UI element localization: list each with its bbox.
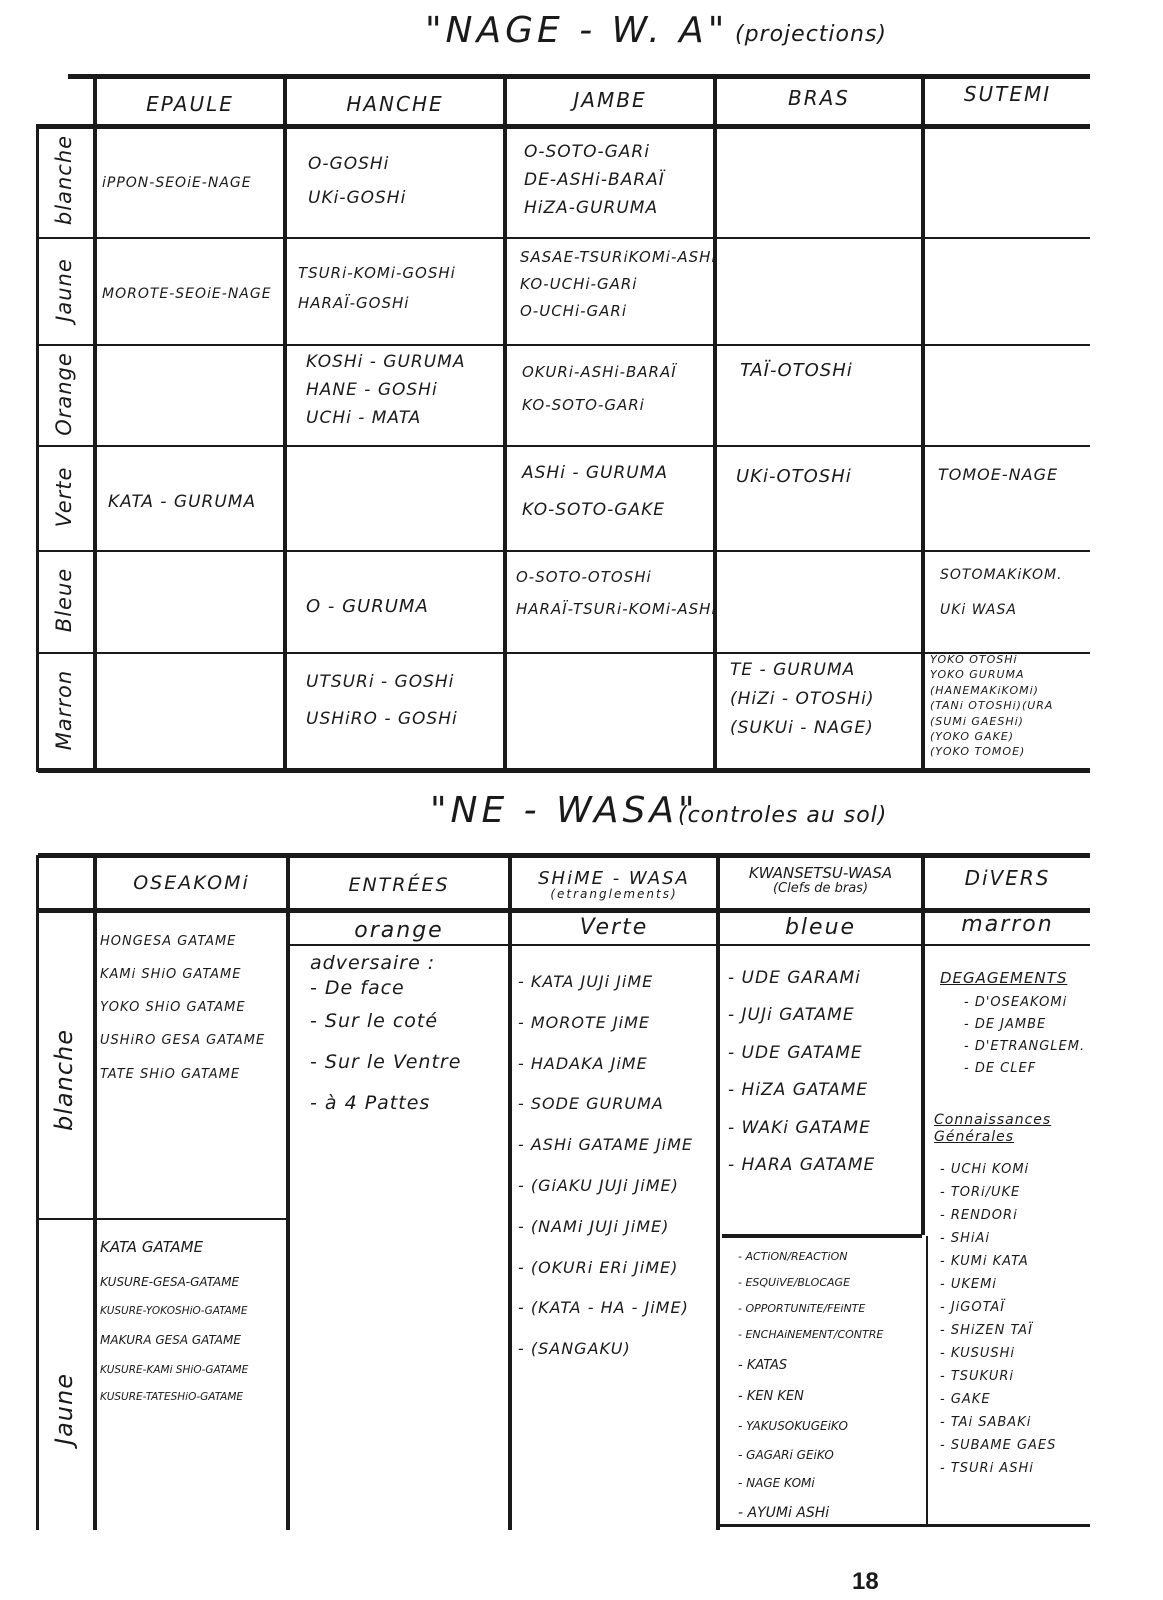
cell-text: SOTOMAKiKOM.	[940, 567, 1063, 583]
list-item: - HARA GATAME	[728, 1154, 876, 1175]
cell-text: KO-UCHi-GARi	[520, 275, 638, 293]
top-table-border	[38, 768, 1090, 773]
row-label-marron: Marron	[52, 669, 76, 751]
bottom-title: "NE - WASA"	[430, 790, 699, 831]
kwansetsu-divider	[722, 1234, 922, 1238]
column-divider	[286, 855, 290, 1530]
cell-text: TOMOE-NAGE	[938, 465, 1059, 484]
header-kwansetsu-sub: (Clefs de bras)	[772, 880, 869, 896]
cell-text: UTSURi - GOSHi	[306, 672, 455, 692]
header-sutemi: SUTEMI	[963, 82, 1052, 106]
list-item: - TSUKURi	[940, 1369, 1014, 1384]
list-item: - à 4 Pattes	[310, 1092, 431, 1115]
list-item: - (KATA - HA - JiME)	[518, 1298, 689, 1318]
list-item: - (NAMi JUJi JiME)	[518, 1216, 670, 1236]
list-item: MAKURA GESA GATAME	[100, 1333, 241, 1348]
column-divider	[921, 76, 925, 772]
header-divers: DiVERS	[964, 866, 1051, 890]
header-shime-sub: (etranglements)	[550, 887, 678, 901]
column-divider	[503, 76, 507, 772]
list-item: - D'OSEAKOMi	[964, 995, 1068, 1010]
list-item: - JiGOTAÏ	[940, 1300, 1006, 1315]
cell-text: iPPON-SEOiE-NAGE	[102, 175, 252, 191]
cell-text: UCHi - MATA	[306, 408, 422, 429]
cell-text: MOROTE-SEOiE-NAGE	[102, 286, 272, 302]
color-verte: Verte	[579, 915, 649, 940]
list-item: - GAGARi GEiKO	[738, 1447, 834, 1462]
entrees-list	[310, 952, 461, 1124]
list-item: - (OKURi ERi JiME)	[518, 1257, 679, 1277]
divers-degagement-list	[964, 992, 1085, 1080]
list-item: - KUMi KATA	[940, 1254, 1029, 1269]
header-kwansetsu-label: KWANSETSU-WASA	[748, 864, 893, 882]
cell-block	[308, 150, 406, 212]
row-label-jaune-bottom: Jaune	[50, 1373, 78, 1445]
cell-block	[520, 244, 717, 325]
color-bleue: bleue	[784, 915, 857, 940]
cell-text: (TANi OTOSHi)(URA	[930, 699, 1054, 713]
cell-text: O - GURUMA	[306, 596, 429, 617]
row-label-blanche: blanche	[52, 134, 76, 226]
list-item: - SHiAi	[940, 1231, 990, 1246]
list-item: - AYUMi ASHi	[738, 1505, 830, 1522]
header-hanche: HANCHE	[346, 92, 444, 116]
row-label-blanche-bottom: blanche	[50, 1029, 78, 1131]
cell-text: DE-ASHi-BARAÏ	[524, 170, 665, 191]
list-item: - HADAKA JiME	[518, 1053, 648, 1073]
list-item: - De face	[310, 976, 405, 999]
cell-block	[522, 455, 668, 530]
list-item: - SHiZEN TAÏ	[940, 1323, 1033, 1338]
list-item: KUSURE-KAMi SHiO-GATAME	[100, 1363, 249, 1376]
cell-text: (SUMi GAESHi)	[930, 714, 1024, 728]
list-item: - KATAS	[738, 1358, 788, 1374]
list-item: - UCHi KOMi	[940, 1162, 1030, 1177]
cell-text: UKi-OTOSHi	[736, 466, 852, 487]
top-table-border	[68, 74, 1090, 79]
list-item: YOKO SHiO GATAME	[100, 1000, 246, 1016]
cell-text: KO-SOTO-GARi	[522, 396, 645, 414]
header-shime-label: SHiME - WASA	[538, 868, 690, 889]
top-subtitle: (projections)	[735, 22, 887, 47]
header-epaule: EPAULE	[146, 92, 234, 116]
header-kwansetsu	[720, 866, 921, 895]
divers-degagement-title: DEGAGEMENTS	[940, 969, 1068, 987]
cell-text: ASHi - GURUMA	[522, 463, 669, 483]
column-divider	[93, 76, 97, 772]
list-item: - Sur le coté	[310, 1010, 439, 1033]
header-jambe: JAMBE	[573, 88, 647, 112]
list-item: - TORi/UKE	[940, 1185, 1021, 1200]
list-item: - UKEMi	[940, 1277, 997, 1292]
list-item: - (GiAKU JUJi JiME)	[518, 1175, 679, 1195]
list-item: - UDE GARAMi	[728, 968, 861, 988]
list-item: - (SANGAKU)	[518, 1339, 631, 1359]
cell-text: HARAÏ-TSURi-KOMi-ASHi	[516, 599, 717, 618]
list-item: - HiZA GATAME	[728, 1080, 869, 1101]
column-divider	[926, 1236, 928, 1526]
header-bras: BRAS	[788, 86, 850, 110]
list-item: KAMi SHiO GATAME	[100, 967, 242, 983]
list-item: - SODE GURUMA	[518, 1094, 664, 1114]
color-row-divider	[290, 944, 1090, 946]
bottom-subtitle: (controles au sol)	[678, 803, 888, 828]
list-item: - KATA JUJi JiME	[518, 972, 654, 991]
header-oseakomi: OSEAKOMi	[133, 872, 250, 894]
list-item: - KEN KEN	[738, 1388, 804, 1404]
cell-text: HiZA-GURUMA	[524, 198, 659, 219]
cell-block	[516, 562, 717, 625]
list-item: - DE JAMBE	[964, 1017, 1047, 1033]
cell-text: O-SOTO-GARi	[524, 142, 650, 162]
cell-text: TSURi-KOMi-GOSHi	[298, 264, 456, 282]
list-item: - NAGE KOMi	[738, 1475, 815, 1490]
row-label-bleue: Bleue	[52, 567, 76, 633]
cell-text: TAÏ-OTOSHi	[740, 360, 853, 381]
list-item: TATE SHiO GATAME	[100, 1066, 241, 1082]
list-item: - MOROTE JiME	[518, 1012, 651, 1032]
kwansetsu-lower-list	[738, 1244, 883, 1530]
shime-list	[518, 962, 693, 1370]
cell-text: YOKO GURUMA	[930, 668, 1025, 682]
row-label-jaune: Jaune	[52, 258, 76, 322]
list-item: adversaire :	[310, 952, 436, 974]
cell-block	[930, 652, 1053, 760]
cell-block	[306, 348, 465, 432]
cell-text: O-UCHi-GARi	[520, 302, 628, 320]
divers-conn-title: Connaissances Générales	[934, 1112, 1052, 1145]
list-item: KUSURE-TATESHiO-GATAME	[100, 1390, 244, 1403]
row-label-orange: Orange	[52, 352, 76, 436]
cell-text: USHiRO - GOSHi	[306, 709, 458, 730]
cell-text: UKi WASA	[940, 602, 1017, 618]
list-item: - ENCHAiNEMENT/CONTRE	[738, 1327, 884, 1341]
kwansetsu-list	[728, 960, 875, 1184]
page-number: 18	[852, 1568, 879, 1595]
cell-text: O-GOSHi	[308, 154, 390, 174]
row-divider	[38, 445, 1090, 447]
row-divider	[38, 237, 1090, 239]
list-item: - YAKUSOKUGEiKO	[738, 1419, 848, 1434]
cell-text: OKURi-ASHi-BARAÏ	[522, 363, 677, 381]
cell-text: HANE - GOSHi	[306, 380, 438, 401]
list-item: - SUBAME GAES	[940, 1438, 1057, 1453]
list-item: - ACTiON/REACTiON	[738, 1250, 848, 1263]
list-item: - GAKE	[940, 1392, 991, 1407]
cell-text: (SUKUi - NAGE)	[730, 717, 874, 738]
cell-text: (HiZi - OTOSHi)	[730, 688, 875, 709]
top-title: "NAGE - W. A"	[425, 10, 729, 51]
column-divider	[283, 76, 287, 772]
cell-text: KOSHi - GURUMA	[306, 352, 466, 372]
cell-block	[730, 656, 875, 743]
cell-text: KATA - GURUMA	[108, 492, 257, 512]
cell-block	[524, 138, 665, 222]
color-orange: orange	[354, 918, 444, 943]
list-item: - Sur le Ventre	[310, 1051, 462, 1074]
column-divider	[36, 855, 39, 1530]
list-item: - TSURi ASHi	[940, 1461, 1034, 1476]
cell-text: SASAE-TSURiKOMi-ASHi	[520, 248, 717, 266]
cell-block	[306, 664, 458, 739]
cell-block	[298, 258, 456, 318]
column-divider	[716, 855, 720, 1530]
oseakomi-jaune-list	[100, 1228, 248, 1411]
list-item: HONGESA GATAME	[100, 934, 237, 949]
list-item: - DE CLEF	[964, 1061, 1037, 1077]
list-item: - D'ETRANGLEM.	[964, 1039, 1086, 1055]
list-item: KUSURE-GESA-GATAME	[100, 1275, 240, 1289]
row-divider	[38, 550, 1090, 552]
list-item: - KUSUSHi	[940, 1346, 1016, 1361]
list-item: - RENDORi	[940, 1208, 1018, 1223]
column-divider	[36, 124, 39, 772]
list-item: - WAKi GATAME	[728, 1117, 871, 1138]
column-divider	[93, 855, 97, 1530]
row-divider	[38, 344, 1090, 346]
cell-text: O-SOTO-OTOSHi	[516, 568, 652, 586]
cell-text: (HANEMAKiKOMi)	[930, 683, 1039, 697]
cell-text: (YOKO TOMOE)	[930, 745, 1026, 759]
cell-text: (YOKO GAKE)	[930, 729, 1015, 743]
row-divider	[38, 1218, 288, 1220]
cell-text: HARAÏ-GOSHi	[298, 294, 410, 312]
row-label-verte: Verte	[52, 466, 76, 528]
cell-text: UKi-GOSHi	[308, 188, 407, 209]
header-entrees: ENTRÉES	[348, 874, 450, 896]
cell-text: YOKO OTOSHi	[930, 653, 1018, 666]
list-item: - JUJi GATAME	[728, 1005, 855, 1026]
bottom-table-border	[38, 853, 1090, 858]
list-item: KUSURE-YOKOSHiO-GATAME	[100, 1305, 248, 1318]
divers-conn-list	[940, 1158, 1056, 1480]
color-marron: marron	[961, 912, 1054, 937]
list-item: - OPPORTUNiTE/FEiNTE	[738, 1301, 866, 1315]
column-divider	[508, 855, 512, 1530]
list-item: USHiRO GESA GATAME	[100, 1033, 266, 1049]
list-item: - UDE GATAME	[728, 1042, 863, 1063]
list-item: - ESQUiVE/BLOCAGE	[738, 1275, 851, 1289]
list-item: - ASHi GATAME JiME	[518, 1135, 694, 1155]
list-item: KATA GATAME	[100, 1238, 204, 1256]
cell-block	[522, 356, 677, 422]
cell-text: KO-SOTO-GAKE	[522, 500, 665, 521]
column-divider	[713, 76, 717, 772]
list-item: - TAi SABAKi	[940, 1415, 1032, 1430]
cell-block	[940, 558, 1063, 628]
top-header-divider	[38, 124, 1090, 129]
oseakomi-blanche-list	[100, 925, 265, 1091]
header-shime	[512, 870, 716, 900]
cell-text: TE - GURUMA	[730, 660, 856, 680]
